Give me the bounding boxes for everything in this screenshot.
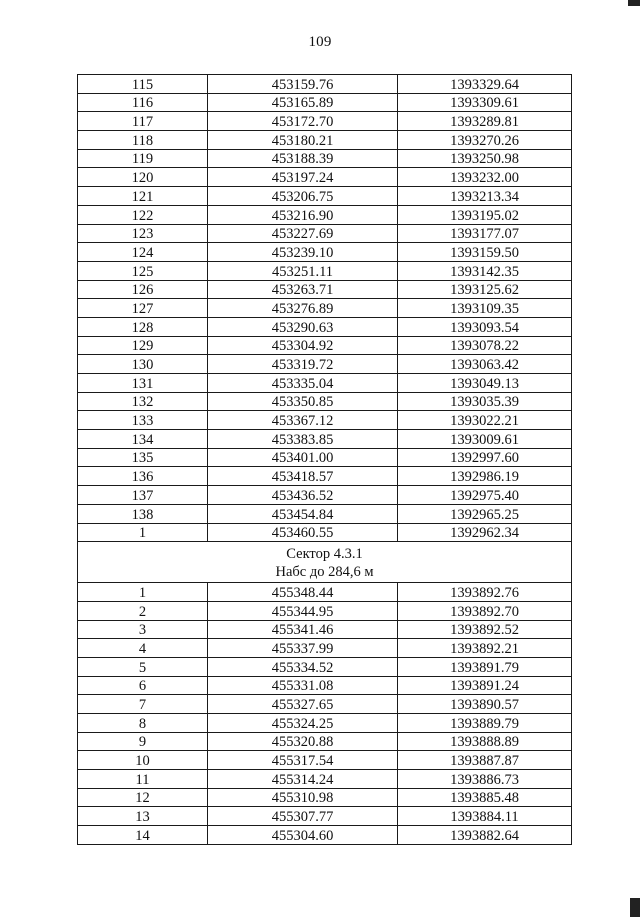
point-number-cell: 14 — [78, 826, 208, 845]
table-row — [78, 317, 572, 336]
table-row — [78, 583, 572, 602]
point-number-cell: 2 — [78, 601, 208, 620]
table-row — [78, 261, 572, 280]
point-number-cell: 4 — [78, 639, 208, 658]
x-coordinate-cell: 455334.52 — [208, 657, 398, 676]
y-coordinate-cell: 1393882.64 — [398, 826, 572, 845]
table-row — [78, 374, 572, 393]
point-number-cell: 5 — [78, 657, 208, 676]
point-number-cell: 121 — [78, 187, 208, 206]
point-number-cell: 11 — [78, 770, 208, 789]
y-coordinate-cell: 1393892.52 — [398, 620, 572, 639]
y-coordinate-cell: 1393009.61 — [398, 430, 572, 449]
point-number-cell: 6 — [78, 676, 208, 695]
y-coordinate-cell: 1393177.07 — [398, 224, 572, 243]
point-number-cell: 136 — [78, 467, 208, 486]
point-number-cell: 129 — [78, 336, 208, 355]
x-coordinate-cell: 453418.57 — [208, 467, 398, 486]
y-coordinate-cell: 1393159.50 — [398, 243, 572, 262]
table-row — [78, 639, 572, 658]
x-coordinate-cell: 453227.69 — [208, 224, 398, 243]
x-coordinate-cell: 455327.65 — [208, 695, 398, 714]
y-coordinate-cell: 1393195.02 — [398, 205, 572, 224]
table-row — [78, 676, 572, 695]
y-coordinate-cell: 1393142.35 — [398, 261, 572, 280]
table-row — [78, 486, 572, 505]
y-coordinate-cell: 1393213.34 — [398, 187, 572, 206]
point-number-cell: 128 — [78, 317, 208, 336]
table-row — [78, 112, 572, 131]
y-coordinate-cell: 1393078.22 — [398, 336, 572, 355]
x-coordinate-cell: 455337.99 — [208, 639, 398, 658]
table-row — [78, 355, 572, 374]
x-coordinate-cell: 455310.98 — [208, 788, 398, 807]
point-number-cell: 13 — [78, 807, 208, 826]
x-coordinate-cell: 453460.55 — [208, 523, 398, 542]
y-coordinate-cell: 1393891.24 — [398, 676, 572, 695]
point-number-cell: 8 — [78, 714, 208, 733]
table-row — [78, 392, 572, 411]
point-number-cell: 133 — [78, 411, 208, 430]
table-row — [78, 168, 572, 187]
point-number-cell: 1 — [78, 523, 208, 542]
table-row — [78, 93, 572, 112]
y-coordinate-cell: 1393232.00 — [398, 168, 572, 187]
point-number-cell: 135 — [78, 448, 208, 467]
y-coordinate-cell: 1393289.81 — [398, 112, 572, 131]
x-coordinate-cell: 453290.63 — [208, 317, 398, 336]
point-number-cell: 3 — [78, 620, 208, 639]
y-coordinate-cell: 1393890.57 — [398, 695, 572, 714]
x-coordinate-cell: 455314.24 — [208, 770, 398, 789]
x-coordinate-cell: 453436.52 — [208, 486, 398, 505]
y-coordinate-cell: 1393892.70 — [398, 601, 572, 620]
y-coordinate-cell: 1392997.60 — [398, 448, 572, 467]
table-row — [78, 467, 572, 486]
point-number-cell: 9 — [78, 732, 208, 751]
y-coordinate-cell: 1393049.13 — [398, 374, 572, 393]
y-coordinate-cell: 1393125.62 — [398, 280, 572, 299]
point-number-cell: 131 — [78, 374, 208, 393]
page-number: 109 — [308, 34, 332, 50]
x-coordinate-cell: 453188.39 — [208, 149, 398, 168]
table-row — [78, 149, 572, 168]
point-number-cell: 120 — [78, 168, 208, 187]
coordinates-table — [77, 74, 572, 845]
y-coordinate-cell: 1393035.39 — [398, 392, 572, 411]
y-coordinate-cell: 1393309.61 — [398, 93, 572, 112]
table-row — [78, 504, 572, 523]
point-number-cell: 115 — [78, 75, 208, 94]
y-coordinate-cell: 1393329.64 — [398, 75, 572, 94]
point-number-cell: 132 — [78, 392, 208, 411]
y-coordinate-cell: 1393892.76 — [398, 583, 572, 602]
x-coordinate-cell: 453276.89 — [208, 299, 398, 318]
x-coordinate-cell: 455344.95 — [208, 601, 398, 620]
point-number-cell: 137 — [78, 486, 208, 505]
section-subtitle: Набс до 284,6 м — [275, 564, 374, 581]
y-coordinate-cell: 1392965.25 — [398, 504, 572, 523]
x-coordinate-cell: 453335.04 — [208, 374, 398, 393]
table-row — [78, 336, 572, 355]
y-coordinate-cell: 1393887.87 — [398, 751, 572, 770]
x-coordinate-cell: 453216.90 — [208, 205, 398, 224]
point-number-cell: 119 — [78, 149, 208, 168]
point-number-cell: 118 — [78, 131, 208, 150]
y-coordinate-cell: 1393063.42 — [398, 355, 572, 374]
x-coordinate-cell: 453367.12 — [208, 411, 398, 430]
section-cell — [78, 542, 572, 583]
table-row — [78, 807, 572, 826]
point-number-cell: 10 — [78, 751, 208, 770]
x-coordinate-cell: 453159.76 — [208, 75, 398, 94]
x-coordinate-cell: 453263.71 — [208, 280, 398, 299]
section-row — [78, 542, 572, 583]
table-row — [78, 430, 572, 449]
table-row — [78, 732, 572, 751]
table-row — [78, 601, 572, 620]
y-coordinate-cell: 1393250.98 — [398, 149, 572, 168]
x-coordinate-cell: 453239.10 — [208, 243, 398, 262]
y-coordinate-cell: 1393884.11 — [398, 807, 572, 826]
table-row — [78, 411, 572, 430]
point-number-cell: 138 — [78, 504, 208, 523]
x-coordinate-cell: 455307.77 — [208, 807, 398, 826]
x-coordinate-cell: 455331.08 — [208, 676, 398, 695]
table-row — [78, 205, 572, 224]
x-coordinate-cell: 453197.24 — [208, 168, 398, 187]
point-number-cell: 116 — [78, 93, 208, 112]
y-coordinate-cell: 1393891.79 — [398, 657, 572, 676]
x-coordinate-cell: 453180.21 — [208, 131, 398, 150]
scan-edge-mark — [630, 898, 640, 917]
x-coordinate-cell: 453319.72 — [208, 355, 398, 374]
y-coordinate-cell: 1393022.21 — [398, 411, 572, 430]
x-coordinate-cell: 455304.60 — [208, 826, 398, 845]
y-coordinate-cell: 1392975.40 — [398, 486, 572, 505]
table-row — [78, 187, 572, 206]
point-number-cell: 130 — [78, 355, 208, 374]
table-row — [78, 751, 572, 770]
y-coordinate-cell: 1393889.79 — [398, 714, 572, 733]
table-row — [78, 695, 572, 714]
x-coordinate-cell: 453304.92 — [208, 336, 398, 355]
x-coordinate-cell: 453206.75 — [208, 187, 398, 206]
x-coordinate-cell: 455348.44 — [208, 583, 398, 602]
y-coordinate-cell: 1392962.34 — [398, 523, 572, 542]
table-row — [78, 523, 572, 542]
table-row — [78, 788, 572, 807]
x-coordinate-cell: 453350.85 — [208, 392, 398, 411]
table-row — [78, 243, 572, 262]
table-row — [78, 448, 572, 467]
point-number-cell: 134 — [78, 430, 208, 449]
point-number-cell: 126 — [78, 280, 208, 299]
y-coordinate-cell: 1393093.54 — [398, 317, 572, 336]
x-coordinate-cell: 453383.85 — [208, 430, 398, 449]
y-coordinate-cell: 1393270.26 — [398, 131, 572, 150]
x-coordinate-cell: 453251.11 — [208, 261, 398, 280]
point-number-cell: 125 — [78, 261, 208, 280]
point-number-cell: 12 — [78, 788, 208, 807]
x-coordinate-cell: 455324.25 — [208, 714, 398, 733]
point-number-cell: 124 — [78, 243, 208, 262]
x-coordinate-cell: 453172.70 — [208, 112, 398, 131]
y-coordinate-cell: 1393886.73 — [398, 770, 572, 789]
x-coordinate-cell: 455317.54 — [208, 751, 398, 770]
sector-table-previous — [78, 75, 572, 542]
y-coordinate-cell: 1393892.21 — [398, 639, 572, 658]
table-row — [78, 224, 572, 243]
point-number-cell: 123 — [78, 224, 208, 243]
y-coordinate-cell: 1393109.35 — [398, 299, 572, 318]
point-number-cell: 1 — [78, 583, 208, 602]
table-row — [78, 620, 572, 639]
y-coordinate-cell: 1392986.19 — [398, 467, 572, 486]
table-row — [78, 770, 572, 789]
point-number-cell: 117 — [78, 112, 208, 131]
table-row — [78, 826, 572, 845]
y-coordinate-cell: 1393888.89 — [398, 732, 572, 751]
x-coordinate-cell: 453165.89 — [208, 93, 398, 112]
point-number-cell: 7 — [78, 695, 208, 714]
section-title: Сектор 4.3.1 — [286, 546, 363, 563]
point-number-cell: 127 — [78, 299, 208, 318]
sector-table-4-3-1 — [78, 583, 572, 845]
table-row — [78, 299, 572, 318]
point-number-cell: 122 — [78, 205, 208, 224]
x-coordinate-cell: 455341.46 — [208, 620, 398, 639]
table-row — [78, 657, 572, 676]
x-coordinate-cell: 455320.88 — [208, 732, 398, 751]
table-row — [78, 75, 572, 94]
table-row — [78, 280, 572, 299]
table-row — [78, 714, 572, 733]
y-coordinate-cell: 1393885.48 — [398, 788, 572, 807]
table-row — [78, 131, 572, 150]
x-coordinate-cell: 453454.84 — [208, 504, 398, 523]
x-coordinate-cell: 453401.00 — [208, 448, 398, 467]
scan-edge-mark — [628, 0, 640, 6]
sector-header — [78, 542, 572, 583]
